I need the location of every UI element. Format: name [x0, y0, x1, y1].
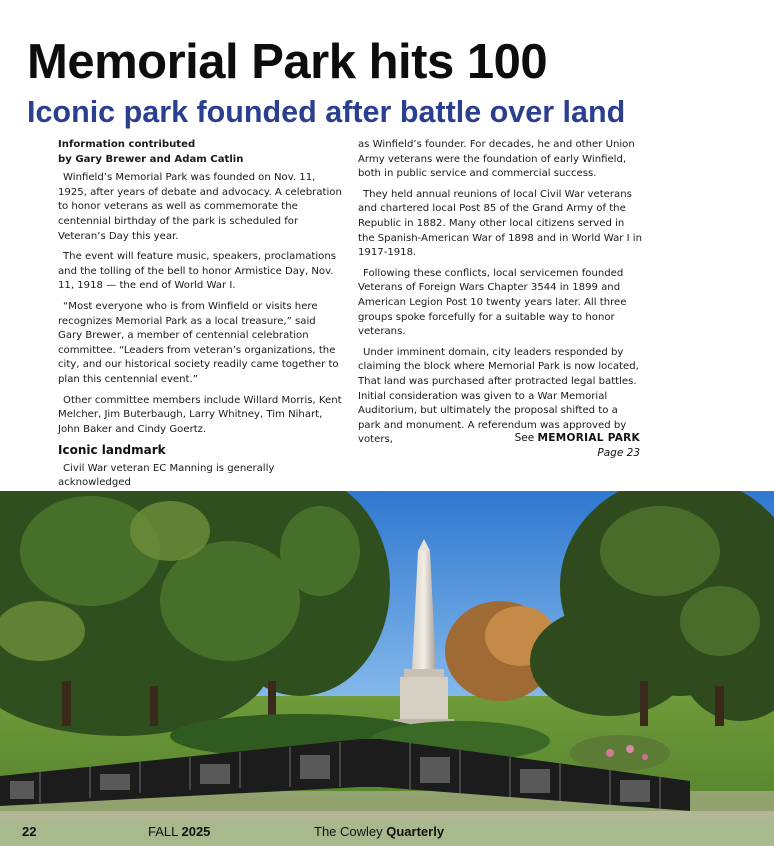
- paragraph: Other committee members include Willard Morris, Kent Melcher, Jim Buterbaugh, Larry Whitney, Tim Nihart, John Baker and Cindy Goertz.: [58, 394, 342, 435]
- byline-line-2: by Gary Brewer and Adam Catlin: [58, 153, 244, 165]
- paragraph: Winfield’s Memorial Park was founded on Nov. 11, 1925, after years of debate and advocacy. A celebration to honor veterans as well as commemorate the centennial birthday of the park is scheduled for Veteran’s Day this year.: [58, 172, 342, 242]
- paragraph: They held annual reunions of local Civil War veterans and chartered local Post 85 of the Grand Army of the Republic in 1882. Many other local citizens served in the Spanish-American War of 1898 and in World War I in 1917-1918.: [358, 188, 643, 259]
- paragraph: “Most everyone who is from Winfield or visits here recognizes Memorial Park as a local treasure,” said Gary Brewer, a member of centennial celebration committee. “Leaders from veteran’s organizations, the city, and our historical society readily came together to plan this centennial event.”: [58, 300, 339, 385]
- season-label: FALL: [148, 824, 182, 839]
- byline: [58, 138, 342, 167]
- page-footer: [0, 820, 774, 846]
- paragraph: as Winfield’s founder. For decades, he and other Union Army veterans were the foundation of early Winfield, both in public service and commercial success.: [358, 139, 635, 180]
- byline-line-1: Information contributed: [58, 139, 196, 150]
- page-number: 22: [22, 824, 37, 839]
- continued-jump-line: [515, 431, 640, 460]
- paragraph: Under imminent domain, city leaders responded by claiming the block where Memorial Park is now located, That land was purchased after protracted legal battles. Initial consideration was given to a War Memorial Auditorium, but ultimately the proposal shifted to a park and monument. A referendum was approved by voters,: [358, 346, 639, 446]
- magazine-bold: Quarterly: [386, 824, 445, 839]
- paragraph: Following these conflicts, local servicemen founded Veterans of Foreign Wars Chapter 3544 in 1899 and American Legion Post 10 twenty years later. All three groups spoke forcefully for a suitable way to honor veterans.: [358, 267, 627, 338]
- magazine-name: [314, 824, 444, 839]
- issue-year: 2025: [181, 824, 211, 839]
- subheadline: Iconic park founded after battle over land: [27, 95, 626, 129]
- section-heading: Iconic landmark: [58, 443, 166, 458]
- magazine-prefix: The Cowley: [314, 824, 387, 839]
- paragraph: The event will feature music, speakers, proclamations and the tolling of the bell to honor Armistice Day, Nov. 11, 1918 — the end of World War I.: [58, 251, 336, 292]
- headline: Memorial Park hits 100: [27, 35, 548, 89]
- article-column-left: [58, 138, 342, 497]
- jump-keyword: MEMORIAL PARK: [537, 432, 640, 444]
- issue-season: [148, 824, 210, 839]
- article-column-right: [358, 138, 642, 454]
- jump-see: See: [514, 432, 538, 444]
- paragraph: Civil War veteran EC Manning is generally acknowledged: [58, 462, 275, 489]
- jump-page: Page 23: [597, 446, 640, 459]
- memorial-park-photo: [0, 491, 774, 846]
